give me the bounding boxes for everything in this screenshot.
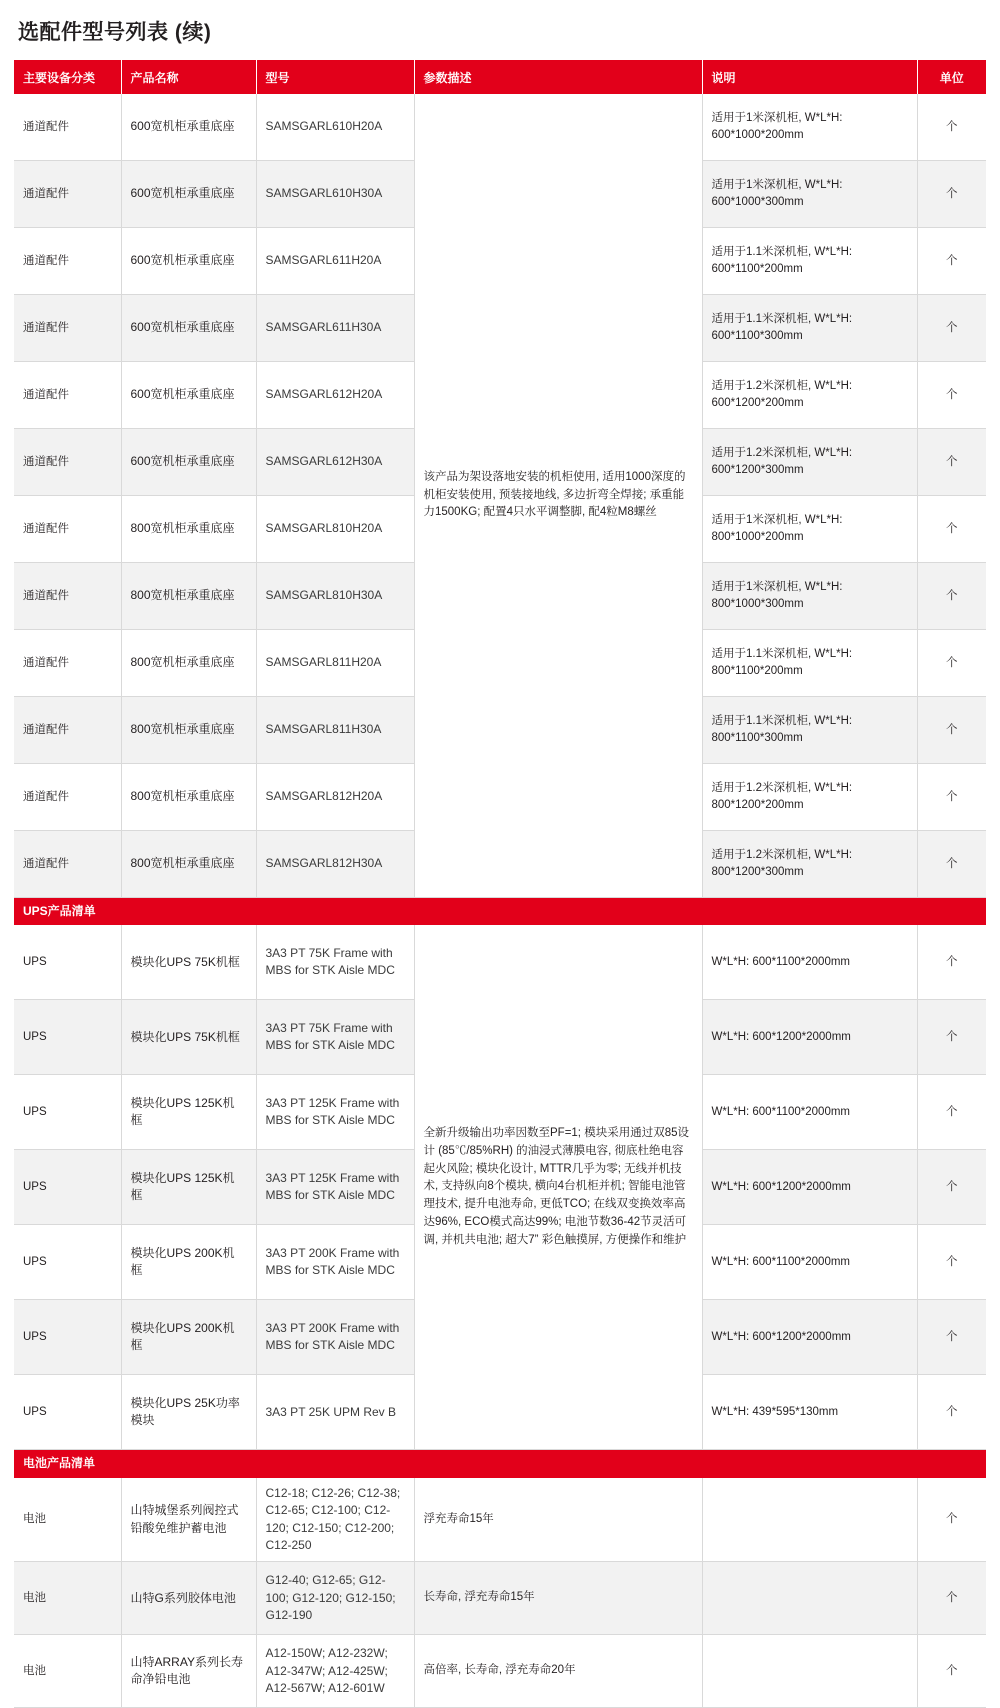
cell-model: 3A3 PT 200K Frame with MBS for STK Aisle MDC <box>256 1300 414 1375</box>
cell-model: SAMSGARL812H30A <box>256 831 414 898</box>
cell-model: SAMSGARL611H20A <box>256 228 414 295</box>
column-header-category: 主要设备分类 <box>14 60 121 94</box>
cell-unit: 个 <box>917 429 986 496</box>
cell-model: SAMSGARL611H30A <box>256 295 414 362</box>
cell-description: 适用于1.1米深机柜, W*L*H: 800*1100*300mm <box>702 697 917 764</box>
table-row <box>14 1635 986 1708</box>
cell-category: 通道配件 <box>14 831 121 898</box>
cell-product-name: 600宽机柜承重底座 <box>121 228 256 295</box>
cell-description: 适用于1米深机柜, W*L*H: 600*1000*200mm <box>702 94 917 161</box>
cell-category: 电池 <box>14 1562 121 1635</box>
cell-description: 适用于1米深机柜, W*L*H: 600*1000*300mm <box>702 161 917 228</box>
cell-unit: 个 <box>917 1562 986 1635</box>
cell-category: 通道配件 <box>14 563 121 630</box>
cell-category: UPS <box>14 1225 121 1300</box>
table-row <box>14 94 986 161</box>
cell-category: 通道配件 <box>14 764 121 831</box>
table-row <box>14 1478 986 1562</box>
cell-product-name: 600宽机柜承重底座 <box>121 362 256 429</box>
cell-description <box>702 1635 917 1708</box>
cell-description <box>702 1562 917 1635</box>
cell-parameters-merged: 该产品为架设落地安装的机柜使用, 适用1000深度的机柜安装使用, 预装接地线, 多边折弯全焊接; 承重能力1500KG; 配置4只水平调整脚, 配4粒M8螺丝 <box>414 94 702 898</box>
cell-model: SAMSGARL812H20A <box>256 764 414 831</box>
cell-model: SAMSGARL810H30A <box>256 563 414 630</box>
cell-unit: 个 <box>917 630 986 697</box>
spec-table <box>14 60 986 1708</box>
cell-unit: 个 <box>917 764 986 831</box>
cell-category: UPS <box>14 1000 121 1075</box>
table-body-ups <box>14 898 986 1450</box>
cell-product-name: 800宽机柜承重底座 <box>121 697 256 764</box>
cell-unit: 个 <box>917 563 986 630</box>
cell-category: 通道配件 <box>14 496 121 563</box>
cell-unit: 个 <box>917 1635 986 1708</box>
cell-model: G12-40; G12-65; G12-100; G12-120; G12-150; G12-190 <box>256 1562 414 1635</box>
cell-product-name: 模块化UPS 125K机框 <box>121 1075 256 1150</box>
cell-model: 3A3 PT 75K Frame with MBS for STK Aisle MDC <box>256 1000 414 1075</box>
cell-category: 通道配件 <box>14 630 121 697</box>
table-body-accessories <box>14 94 986 898</box>
cell-model: SAMSGARL612H20A <box>256 362 414 429</box>
cell-model: SAMSGARL811H30A <box>256 697 414 764</box>
cell-description <box>702 1478 917 1562</box>
cell-category: 通道配件 <box>14 228 121 295</box>
cell-unit: 个 <box>917 228 986 295</box>
cell-description: 适用于1米深机柜, W*L*H: 800*1000*200mm <box>702 496 917 563</box>
cell-description: 适用于1.2米深机柜, W*L*H: 800*1200*200mm <box>702 764 917 831</box>
cell-unit: 个 <box>917 697 986 764</box>
cell-category: 电池 <box>14 1478 121 1562</box>
cell-product-name: 山特G系列胶体电池 <box>121 1562 256 1635</box>
cell-model: SAMSGARL610H20A <box>256 94 414 161</box>
cell-product-name: 800宽机柜承重底座 <box>121 563 256 630</box>
cell-unit: 个 <box>917 831 986 898</box>
table-body-battery <box>14 1450 986 1708</box>
page-title: 选配件型号列表 (续) <box>18 21 212 44</box>
cell-description: 适用于1.2米深机柜, W*L*H: 600*1200*300mm <box>702 429 917 496</box>
table-row <box>14 925 986 1000</box>
cell-model: A12-150W; A12-232W; A12-347W; A12-425W; A12-567W; A12-601W <box>256 1635 414 1708</box>
cell-description: W*L*H: 600*1200*2000mm <box>702 1000 917 1075</box>
cell-unit: 个 <box>917 362 986 429</box>
cell-category: 通道配件 <box>14 295 121 362</box>
cell-product-name: 800宽机柜承重底座 <box>121 630 256 697</box>
cell-product-name: 800宽机柜承重底座 <box>121 496 256 563</box>
cell-product-name: 800宽机柜承重底座 <box>121 831 256 898</box>
cell-category: UPS <box>14 1375 121 1450</box>
cell-category: UPS <box>14 1075 121 1150</box>
column-header-unit: 单位 <box>917 60 986 94</box>
table-header <box>14 60 986 94</box>
cell-product-name: 600宽机柜承重底座 <box>121 161 256 228</box>
cell-category: 通道配件 <box>14 362 121 429</box>
cell-model: 3A3 PT 125K Frame with MBS for STK Aisle MDC <box>256 1075 414 1150</box>
cell-description: 适用于1米深机柜, W*L*H: 800*1000*300mm <box>702 563 917 630</box>
cell-category: UPS <box>14 1150 121 1225</box>
cell-model: SAMSGARL811H20A <box>256 630 414 697</box>
column-header-model: 型号 <box>256 60 414 94</box>
cell-model: 3A3 PT 200K Frame with MBS for STK Aisle MDC <box>256 1225 414 1300</box>
cell-product-name: 600宽机柜承重底座 <box>121 94 256 161</box>
cell-unit: 个 <box>917 1150 986 1225</box>
cell-category: 通道配件 <box>14 94 121 161</box>
cell-description: W*L*H: 600*1200*2000mm <box>702 1300 917 1375</box>
cell-category: 通道配件 <box>14 161 121 228</box>
section-header-battery <box>14 1450 986 1478</box>
cell-description: 适用于1.1米深机柜, W*L*H: 600*1100*300mm <box>702 295 917 362</box>
cell-product-name: 山特ARRAY系列长寿命净铅电池 <box>121 1635 256 1708</box>
cell-unit: 个 <box>917 295 986 362</box>
cell-product-name: 模块化UPS 200K机框 <box>121 1300 256 1375</box>
cell-description: 适用于1.1米深机柜, W*L*H: 800*1100*200mm <box>702 630 917 697</box>
cell-description: W*L*H: 600*1100*2000mm <box>702 1225 917 1300</box>
cell-category: 电池 <box>14 1635 121 1708</box>
cell-product-name: 800宽机柜承重底座 <box>121 764 256 831</box>
table-header-row <box>14 60 986 94</box>
cell-model: C12-18; C12-26; C12-38; C12-65; C12-100; C12-120; C12-150; C12-200; C12-250 <box>256 1478 414 1562</box>
cell-description: W*L*H: 439*595*130mm <box>702 1375 917 1450</box>
cell-product-name: 模块化UPS 75K机框 <box>121 925 256 1000</box>
cell-category: UPS <box>14 925 121 1000</box>
cell-model: SAMSGARL810H20A <box>256 496 414 563</box>
cell-parameters: 高倍率, 长寿命, 浮充寿命20年 <box>414 1635 702 1708</box>
cell-unit: 个 <box>917 161 986 228</box>
cell-model: 3A3 PT 75K Frame with MBS for STK Aisle MDC <box>256 925 414 1000</box>
cell-model: SAMSGARL612H30A <box>256 429 414 496</box>
cell-product-name: 模块化UPS 75K机框 <box>121 1000 256 1075</box>
cell-product-name: 模块化UPS 200K机框 <box>121 1225 256 1300</box>
cell-unit: 个 <box>917 1478 986 1562</box>
cell-model: 3A3 PT 125K Frame with MBS for STK Aisle MDC <box>256 1150 414 1225</box>
column-header-parameters: 参数描述 <box>414 60 702 94</box>
cell-unit: 个 <box>917 496 986 563</box>
cell-parameters: 长寿命, 浮充寿命15年 <box>414 1562 702 1635</box>
section-header-label: 电池产品清单 <box>14 1450 986 1478</box>
cell-model: SAMSGARL610H30A <box>256 161 414 228</box>
cell-parameters-merged: 全新升级输出功率因数至PF=1; 模块采用通过双85设计 (85℃/85%RH) 的油浸式薄膜电容, 彻底杜绝电容起火风险; 模块化设计, MTTR几乎为零; 无线并机技术, 支持纵向8个模块, 横向4台机柜并机; 智能电池管理技术, 提升电池寿命, 更低TCO; 在线双变换效率高达96%, ECO模式高达99%; 电池节数36-42节灵活可调, 并机共电池; 超大7” 彩色触摸屏, 方便操作和维护 <box>414 925 702 1450</box>
cell-category: UPS <box>14 1300 121 1375</box>
cell-description: 适用于1.2米深机柜, W*L*H: 800*1200*300mm <box>702 831 917 898</box>
cell-product-name: 600宽机柜承重底座 <box>121 295 256 362</box>
cell-product-name: 模块化UPS 125K机框 <box>121 1150 256 1225</box>
cell-description: W*L*H: 600*1200*2000mm <box>702 1150 917 1225</box>
cell-unit: 个 <box>917 1375 986 1450</box>
cell-description: 适用于1.2米深机柜, W*L*H: 600*1200*200mm <box>702 362 917 429</box>
cell-model: 3A3 PT 25K UPM Rev B <box>256 1375 414 1450</box>
cell-unit: 个 <box>917 94 986 161</box>
section-header-ups <box>14 898 986 926</box>
cell-unit: 个 <box>917 1225 986 1300</box>
cell-unit: 个 <box>917 1075 986 1150</box>
table-row <box>14 1562 986 1635</box>
section-header-label: UPS产品清单 <box>14 898 986 926</box>
cell-unit: 个 <box>917 1000 986 1075</box>
cell-description: 适用于1.1米深机柜, W*L*H: 600*1100*200mm <box>702 228 917 295</box>
cell-product-name: 600宽机柜承重底座 <box>121 429 256 496</box>
cell-parameters: 浮充寿命15年 <box>414 1478 702 1562</box>
cell-product-name: 山特城堡系列阀控式铅酸免维护蓄电池 <box>121 1478 256 1562</box>
cell-description: W*L*H: 600*1100*2000mm <box>702 925 917 1000</box>
column-header-product-name: 产品名称 <box>121 60 256 94</box>
cell-unit: 个 <box>917 1300 986 1375</box>
cell-category: 通道配件 <box>14 429 121 496</box>
cell-category: 通道配件 <box>14 697 121 764</box>
cell-unit: 个 <box>917 925 986 1000</box>
cell-product-name: 模块化UPS 25K功率模块 <box>121 1375 256 1450</box>
column-header-description: 说明 <box>702 60 917 94</box>
cell-description: W*L*H: 600*1100*2000mm <box>702 1075 917 1150</box>
